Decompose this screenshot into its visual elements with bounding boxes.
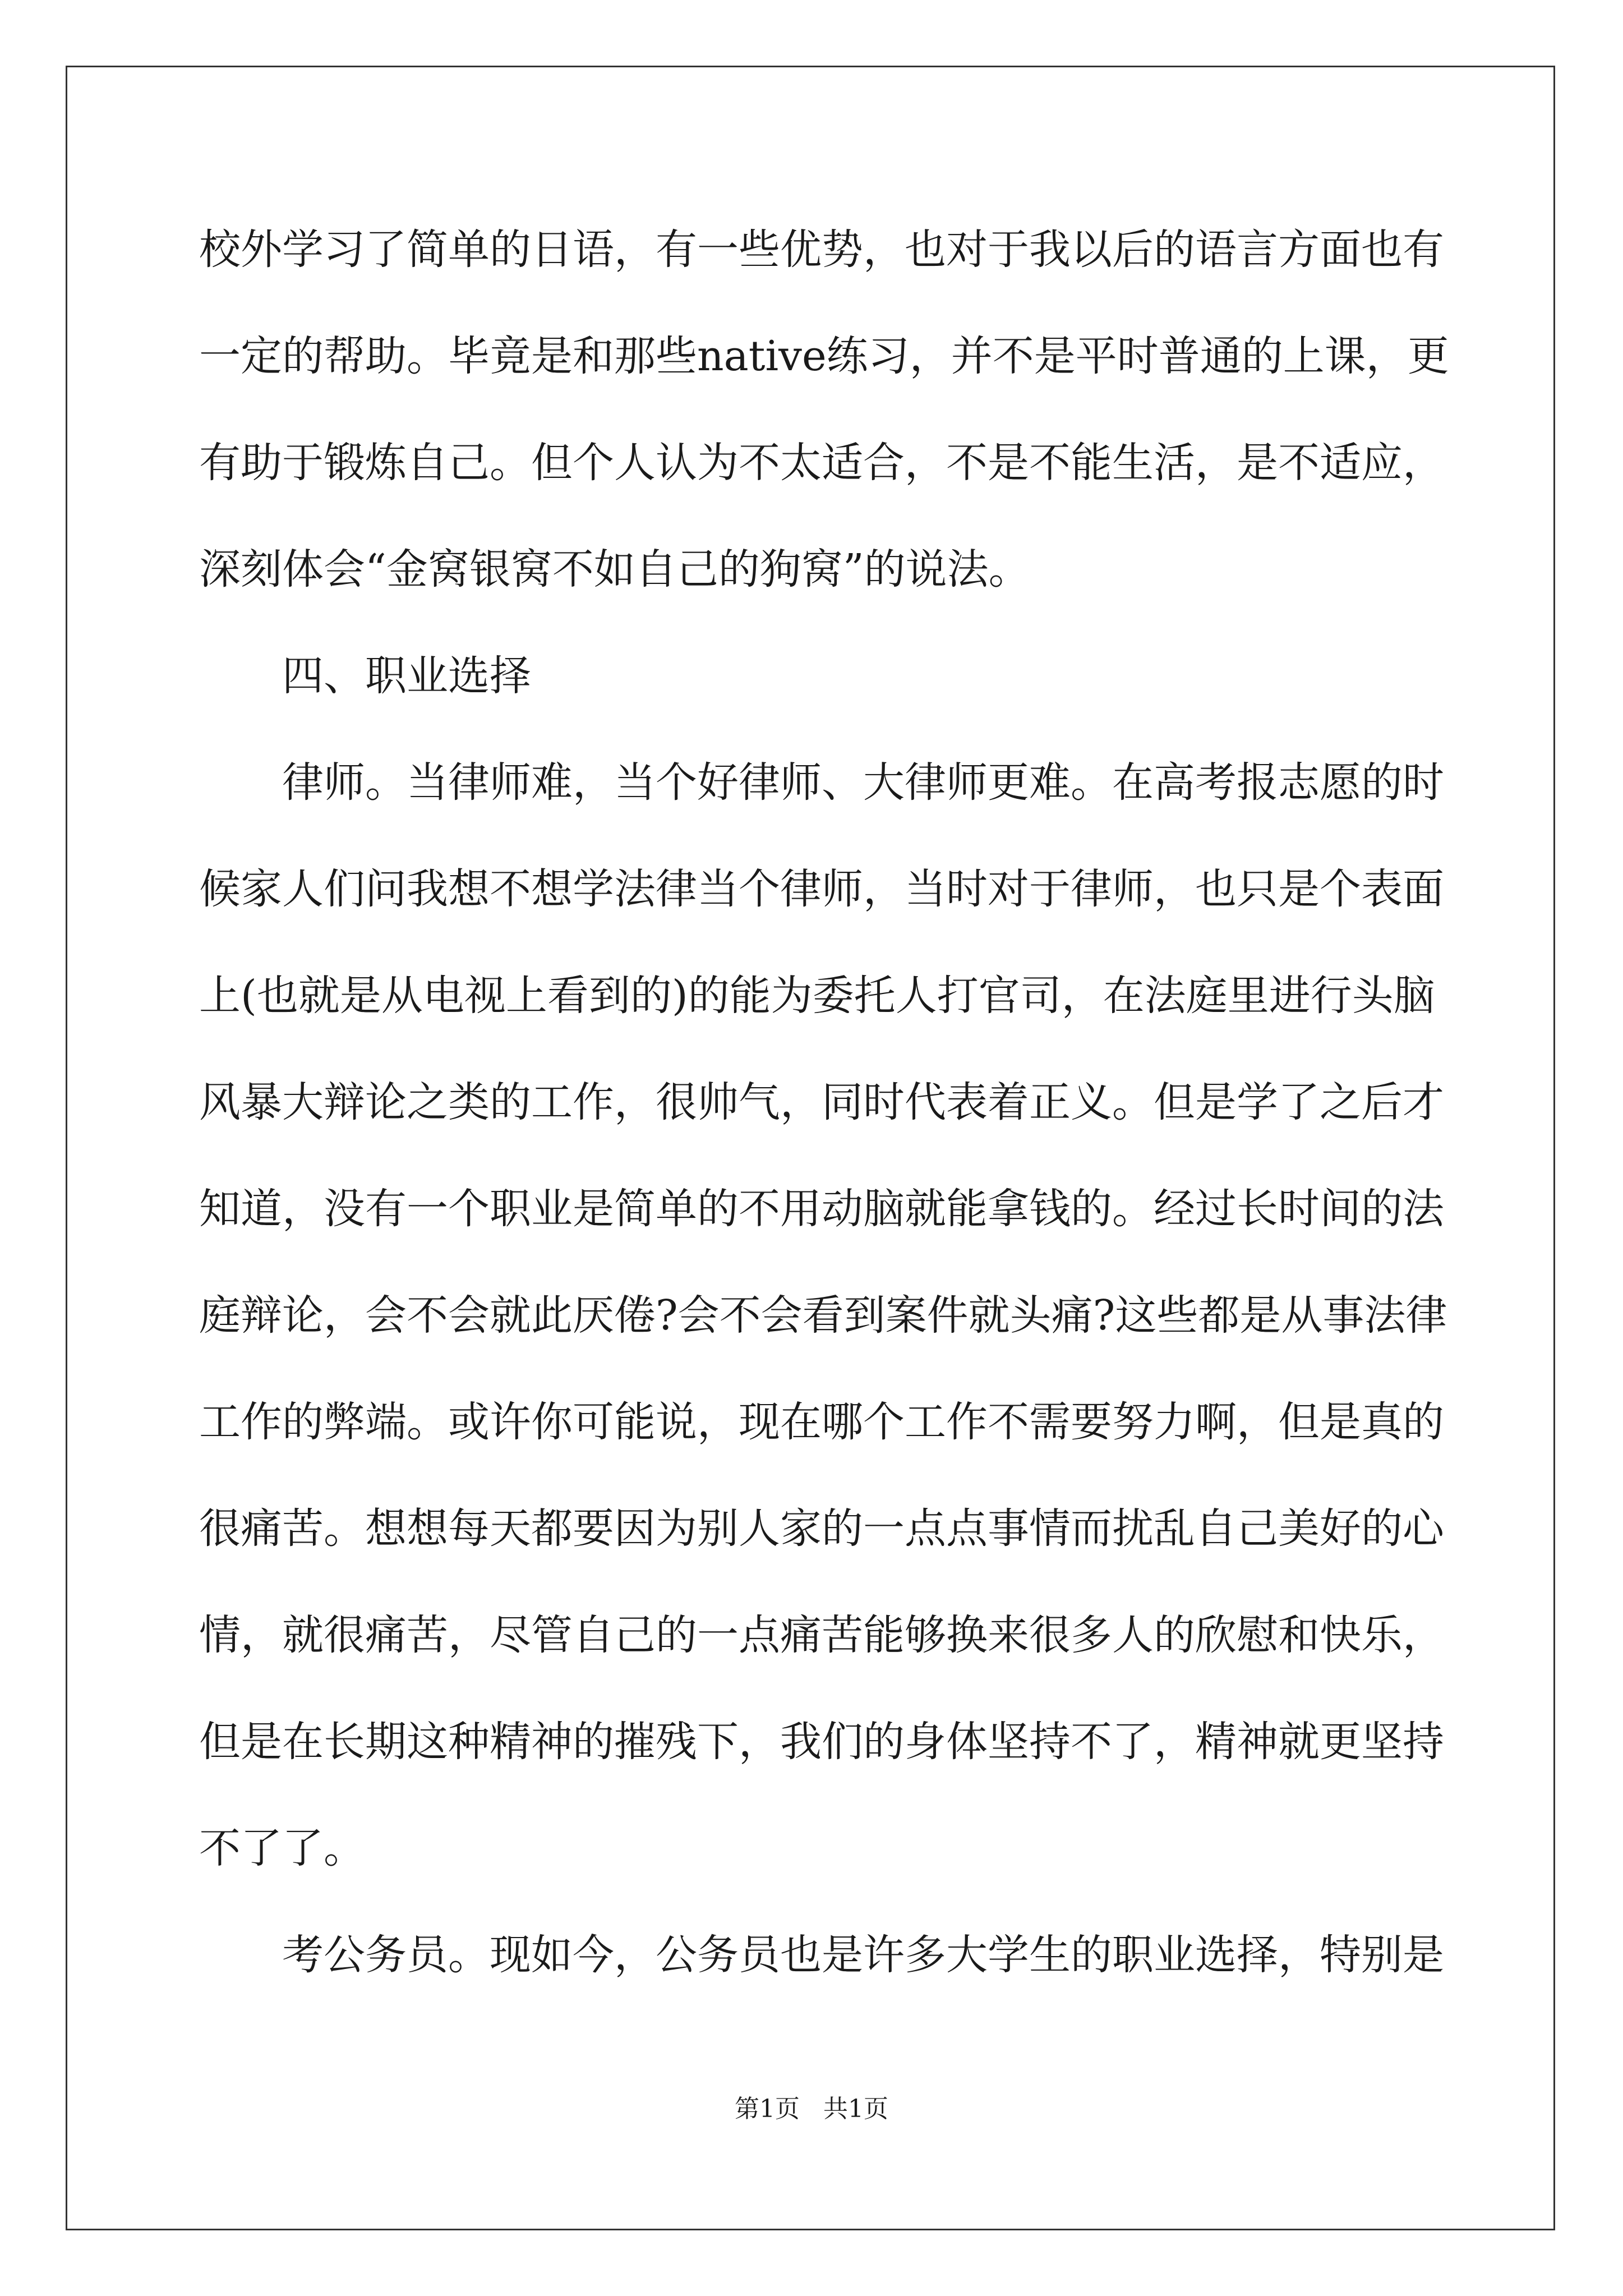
text-line: 风暴大辩论之类的工作，很帅气，同时代表着正义。但是学了之后才 bbox=[199, 1078, 1444, 1126]
text-line: 知道，没有一个职业是简单的不用动脑就能拿钱的。经过长时间的法 bbox=[199, 1185, 1444, 1233]
text-line: 一定的帮助。毕竟是和那些native练习，并不是平时普通的上课，更 bbox=[199, 332, 1449, 380]
text-line: 上(也就是从电视上看到的)的能为委托人打官司，在法庭里进行头脑 bbox=[199, 972, 1435, 1020]
text-line: 很痛苦。想想每天都要因为别人家的一点点事情而扰乱自己美好的心 bbox=[199, 1504, 1444, 1553]
page-number-footer: 第1页 共1页 bbox=[735, 2095, 888, 2123]
text-line: 深刻体会“金窝银窝不如自己的狗窝”的说法。 bbox=[199, 545, 1030, 593]
section-heading: 四、职业选择 bbox=[282, 652, 531, 700]
text-line: 候家人们问我想不想学法律当个律师，当时对于律师，也只是个表面 bbox=[199, 865, 1444, 913]
text-line: 但是在长期这种精神的摧残下，我们的身体坚持不了，精神就更坚持 bbox=[199, 1718, 1444, 1766]
document-body bbox=[199, 219, 1449, 2031]
text-line: 庭辩论，会不会就此厌倦?会不会看到案件就头痛?这些都是从事法律 bbox=[199, 1291, 1447, 1340]
text-line: 不了了。 bbox=[199, 1824, 365, 1872]
text-line: 考公务员。现如今，公务员也是许多大学生的职业选择，特别是 bbox=[282, 1931, 1444, 1979]
text-line: 工作的弊端。或许你可能说，现在哪个工作不需要努力啊，但是真的 bbox=[199, 1398, 1444, 1446]
text-line: 校外学习了简单的日语，有一些优势，也对于我以后的语言方面也有 bbox=[199, 226, 1444, 274]
text-line: 律师。当律师难，当个好律师、大律师更难。在高考报志愿的时 bbox=[282, 758, 1444, 807]
text-line: 情，就很痛苦，尽管自己的一点痛苦能够换来很多人的欣慰和快乐， bbox=[199, 1611, 1444, 1659]
text-line: 有助于锻炼自己。但个人认为不太适合，不是不能生活，是不适应， bbox=[199, 439, 1444, 487]
